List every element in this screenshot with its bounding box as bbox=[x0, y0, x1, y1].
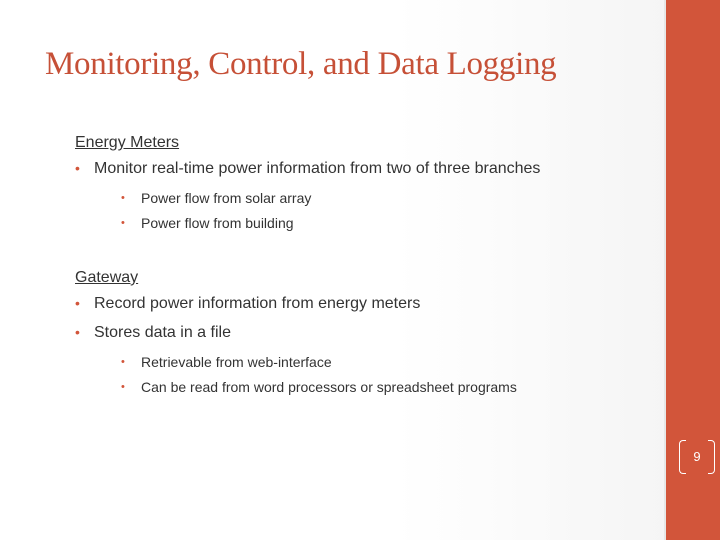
section-heading: Gateway bbox=[75, 269, 139, 286]
section-energy-meters bbox=[75, 132, 540, 236]
section-heading: Energy Meters bbox=[75, 134, 180, 151]
bullet-item bbox=[75, 289, 517, 318]
sub-bullet-list bbox=[121, 186, 540, 236]
sub-bullet-item bbox=[121, 375, 517, 400]
bullet-icon: • bbox=[121, 381, 125, 393]
sub-bullet-item bbox=[121, 350, 517, 375]
sub-bullet-text: Power flow from solar array bbox=[141, 190, 312, 206]
section-gateway bbox=[75, 267, 517, 400]
bullet-list bbox=[75, 154, 540, 236]
sub-bullet-text: Power flow from building bbox=[141, 215, 294, 231]
bullet-icon: • bbox=[75, 160, 80, 176]
bullet-item bbox=[75, 154, 540, 236]
sub-bullet-item bbox=[121, 186, 540, 211]
page-number-badge bbox=[679, 440, 715, 474]
sub-bullet-list bbox=[121, 350, 517, 400]
bullet-icon: • bbox=[75, 324, 80, 340]
sub-bullet-text: Can be read from word processors or spreadsheet programs bbox=[141, 379, 517, 395]
sub-bullet-text: Retrievable from web-interface bbox=[141, 354, 332, 370]
sub-bullet-item bbox=[121, 211, 540, 236]
bullet-item bbox=[75, 318, 517, 400]
bullet-icon: • bbox=[75, 295, 80, 311]
bullet-text: Monitor real-time power information from two of three branches bbox=[94, 160, 541, 177]
slide-title: Monitoring, Control, and Data Logging bbox=[45, 46, 557, 82]
bullet-list bbox=[75, 289, 517, 400]
page-number: 9 bbox=[693, 449, 701, 464]
bullet-icon: • bbox=[121, 192, 125, 204]
bullet-icon: • bbox=[121, 217, 125, 229]
bullet-icon: • bbox=[121, 356, 125, 368]
bullet-text: Stores data in a file bbox=[94, 324, 231, 341]
bullet-text: Record power information from energy meters bbox=[94, 295, 421, 312]
